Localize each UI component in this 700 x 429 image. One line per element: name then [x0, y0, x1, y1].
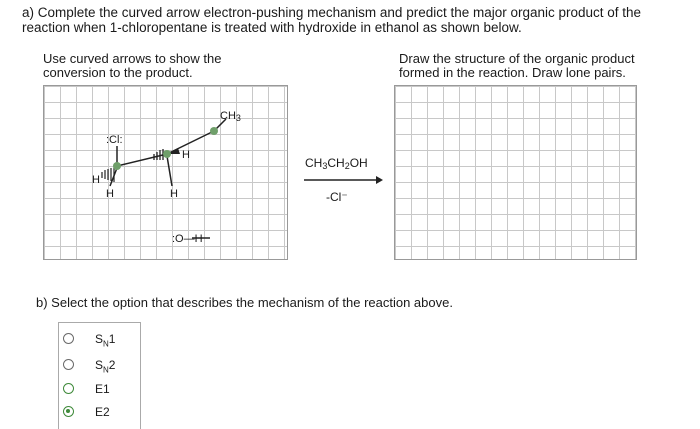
hashed-wedge-right [154, 149, 163, 160]
right-instruction-line2: formed in the reaction. Draw lone pairs. [399, 65, 626, 80]
option-sn1[interactable] [59, 329, 142, 351]
methyl-label[interactable]: CH3 [220, 110, 241, 123]
byproduct-label: -Cl⁻ [326, 190, 348, 204]
radio-button[interactable] [63, 383, 74, 394]
solvent-label: CH3CH2OH [305, 156, 368, 171]
radio-button[interactable] [63, 359, 74, 370]
atom-dot [163, 150, 171, 158]
left-instruction-line1: Use curved arrows to show the [43, 51, 222, 66]
left-panel-instruction [43, 52, 221, 80]
radio-button[interactable] [63, 333, 74, 344]
question-part-b: b) Select the option that describes the mechanism of the reaction above. [36, 295, 453, 310]
molecule-drawing [44, 86, 289, 261]
atom-dot [210, 127, 218, 135]
option-label: $S_N2$ [95, 358, 116, 375]
c2-c3-bond [167, 131, 214, 154]
option-e1[interactable] [59, 379, 142, 401]
reaction-arrow [304, 174, 384, 186]
question-part-a: a) Complete the curved arrow electron-pushing mechanism and predict the major organic product of the reaction when 1-chloropentane is treated with hydroxide in ethanol as shown below. [22, 5, 642, 35]
option-e2[interactable] [59, 402, 142, 424]
option-sn2[interactable] [59, 355, 142, 377]
mechanism-canvas[interactable] [43, 85, 288, 260]
radio-button-selected[interactable] [63, 406, 74, 417]
h-label: H [170, 188, 178, 200]
chlorine-label[interactable]: :Cl: [106, 134, 123, 146]
right-panel-instruction [399, 52, 635, 80]
right-instruction-line1: Draw the structure of the organic product [399, 51, 635, 66]
option-label: E2 [95, 405, 110, 419]
h-label: H [92, 174, 100, 186]
atom-dot [113, 162, 121, 170]
h-label: H [182, 149, 190, 161]
option-label: E1 [95, 382, 110, 396]
c2-h-bond [167, 156, 172, 186]
mechanism-options [58, 322, 141, 429]
hydroxide-label[interactable]: :O—H [172, 233, 203, 245]
left-instruction-line2: conversion to the product. [43, 65, 193, 80]
h-label: H [106, 188, 114, 200]
option-label: $S_N1$ [95, 332, 116, 349]
product-canvas[interactable] [394, 85, 637, 260]
